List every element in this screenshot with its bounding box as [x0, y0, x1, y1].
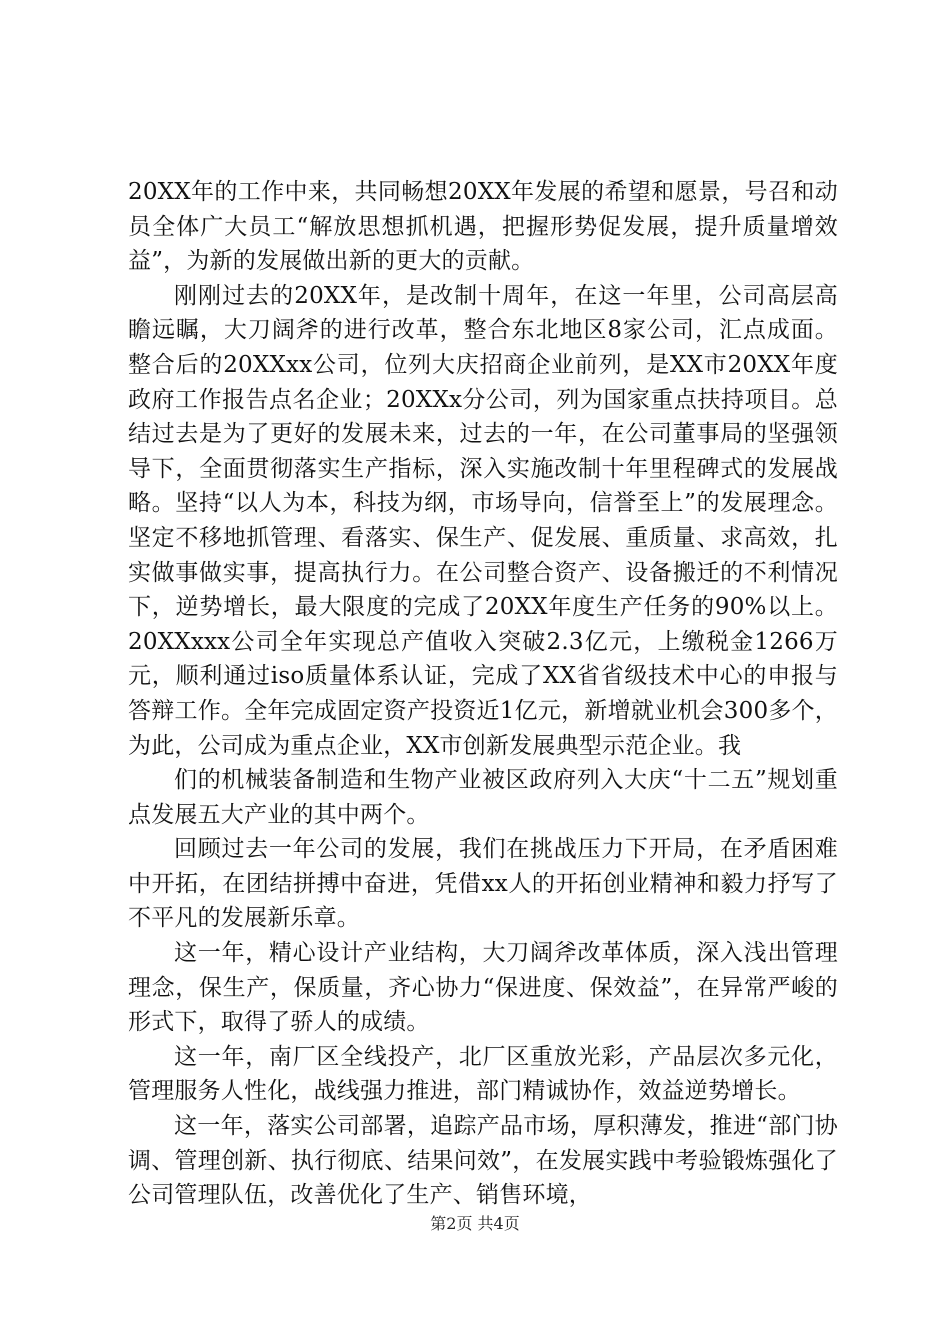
document-body [128, 175, 838, 1213]
paragraph-this-year-structure: 这一年，精心设计产业结构，大刀阔斧改革体质，深入浅出管理理念，保生产，保质量，齐心协力“保进度、保效益”，在异常严峻的形式下，取得了骄人的成绩。 [128, 940, 838, 1036]
paragraph-this-year-plants: 这一年，南厂区全线投产，北厂区重放光彩，产品层次多元化，管理服务人性化，战线强力推进，部门精诚协作，效益逆势增长。 [128, 1043, 838, 1105]
paragraph-review-summary: 刚刚过去的20XX年，是改制十周年，在这一年里，公司高层高瞻远瞩，大刀阔斧的进行改革，整合东北地区8家公司，汇点成面。整合后的20XXxx公司，位列大庆招商企业前列，是XX市20XX年度政府工作报告点名企业；20XXx分公司，列为国家重点扶持项目。总结过去是为了更好的发展未来，过去的一年，在公司董事局的坚强领导下，全面贯彻落实生产指标，深入实施改制十年里程碑式的发展战略。坚持“以人为本，科技为纲，市场导向，信誉至上”的发展理念。坚定不移地抓管理、看落实、保生产、促发展、重质量、求高效，扎实做事做实事，提高执行力。在公司整合资产、设备搬迁的不利情况下，逆势增长，最大限度的完成了20XX年度生产任务的90%以上。20XXxxx公司全年实现总产值收入突破2.3亿元，上缴税金1266万元，顺利通过iso质量体系认证，完成了XX省省级技术中心的申报与答辩工作。全年完成固定资产投资近1亿元，新增就业机会300多个，为此，公司成为重点企业，XX市创新发展典型示范企业。我 [128, 282, 838, 759]
page-number-footer: 第2页 共4页 [430, 1214, 520, 1233]
paragraph-this-year-deployment: 这一年，落实公司部署，追踪产品市场，厚积薄发，推进“部门协调、管理创新、执行彻底、结果问效”，在发展实践中考验锻炼强化了公司管理队伍，改善优化了生产、销售环境， [128, 1113, 838, 1209]
paragraph-continuation: 20XX年的工作中来，共同畅想20XX年发展的希望和愿景，号召和动员全体广大员工“解放思想抓机遇，把握形势促发展，提升质量增效益”，为新的发展做出新的更大的贡献。 [128, 179, 838, 275]
paragraph-industry-plan: 们的机械装备制造和生物产业被区政府列入大庆“十二五”规划重点发展五大产业的其中两个。 [128, 767, 838, 828]
paragraph-look-back: 回顾过去一年公司的发展，我们在挑战压力下开局，在矛盾困难中开拓，在团结拼搏中奋进，凭借xx人的开拓创业精神和毅力抒写了不平凡的发展新乐章。 [128, 836, 838, 932]
